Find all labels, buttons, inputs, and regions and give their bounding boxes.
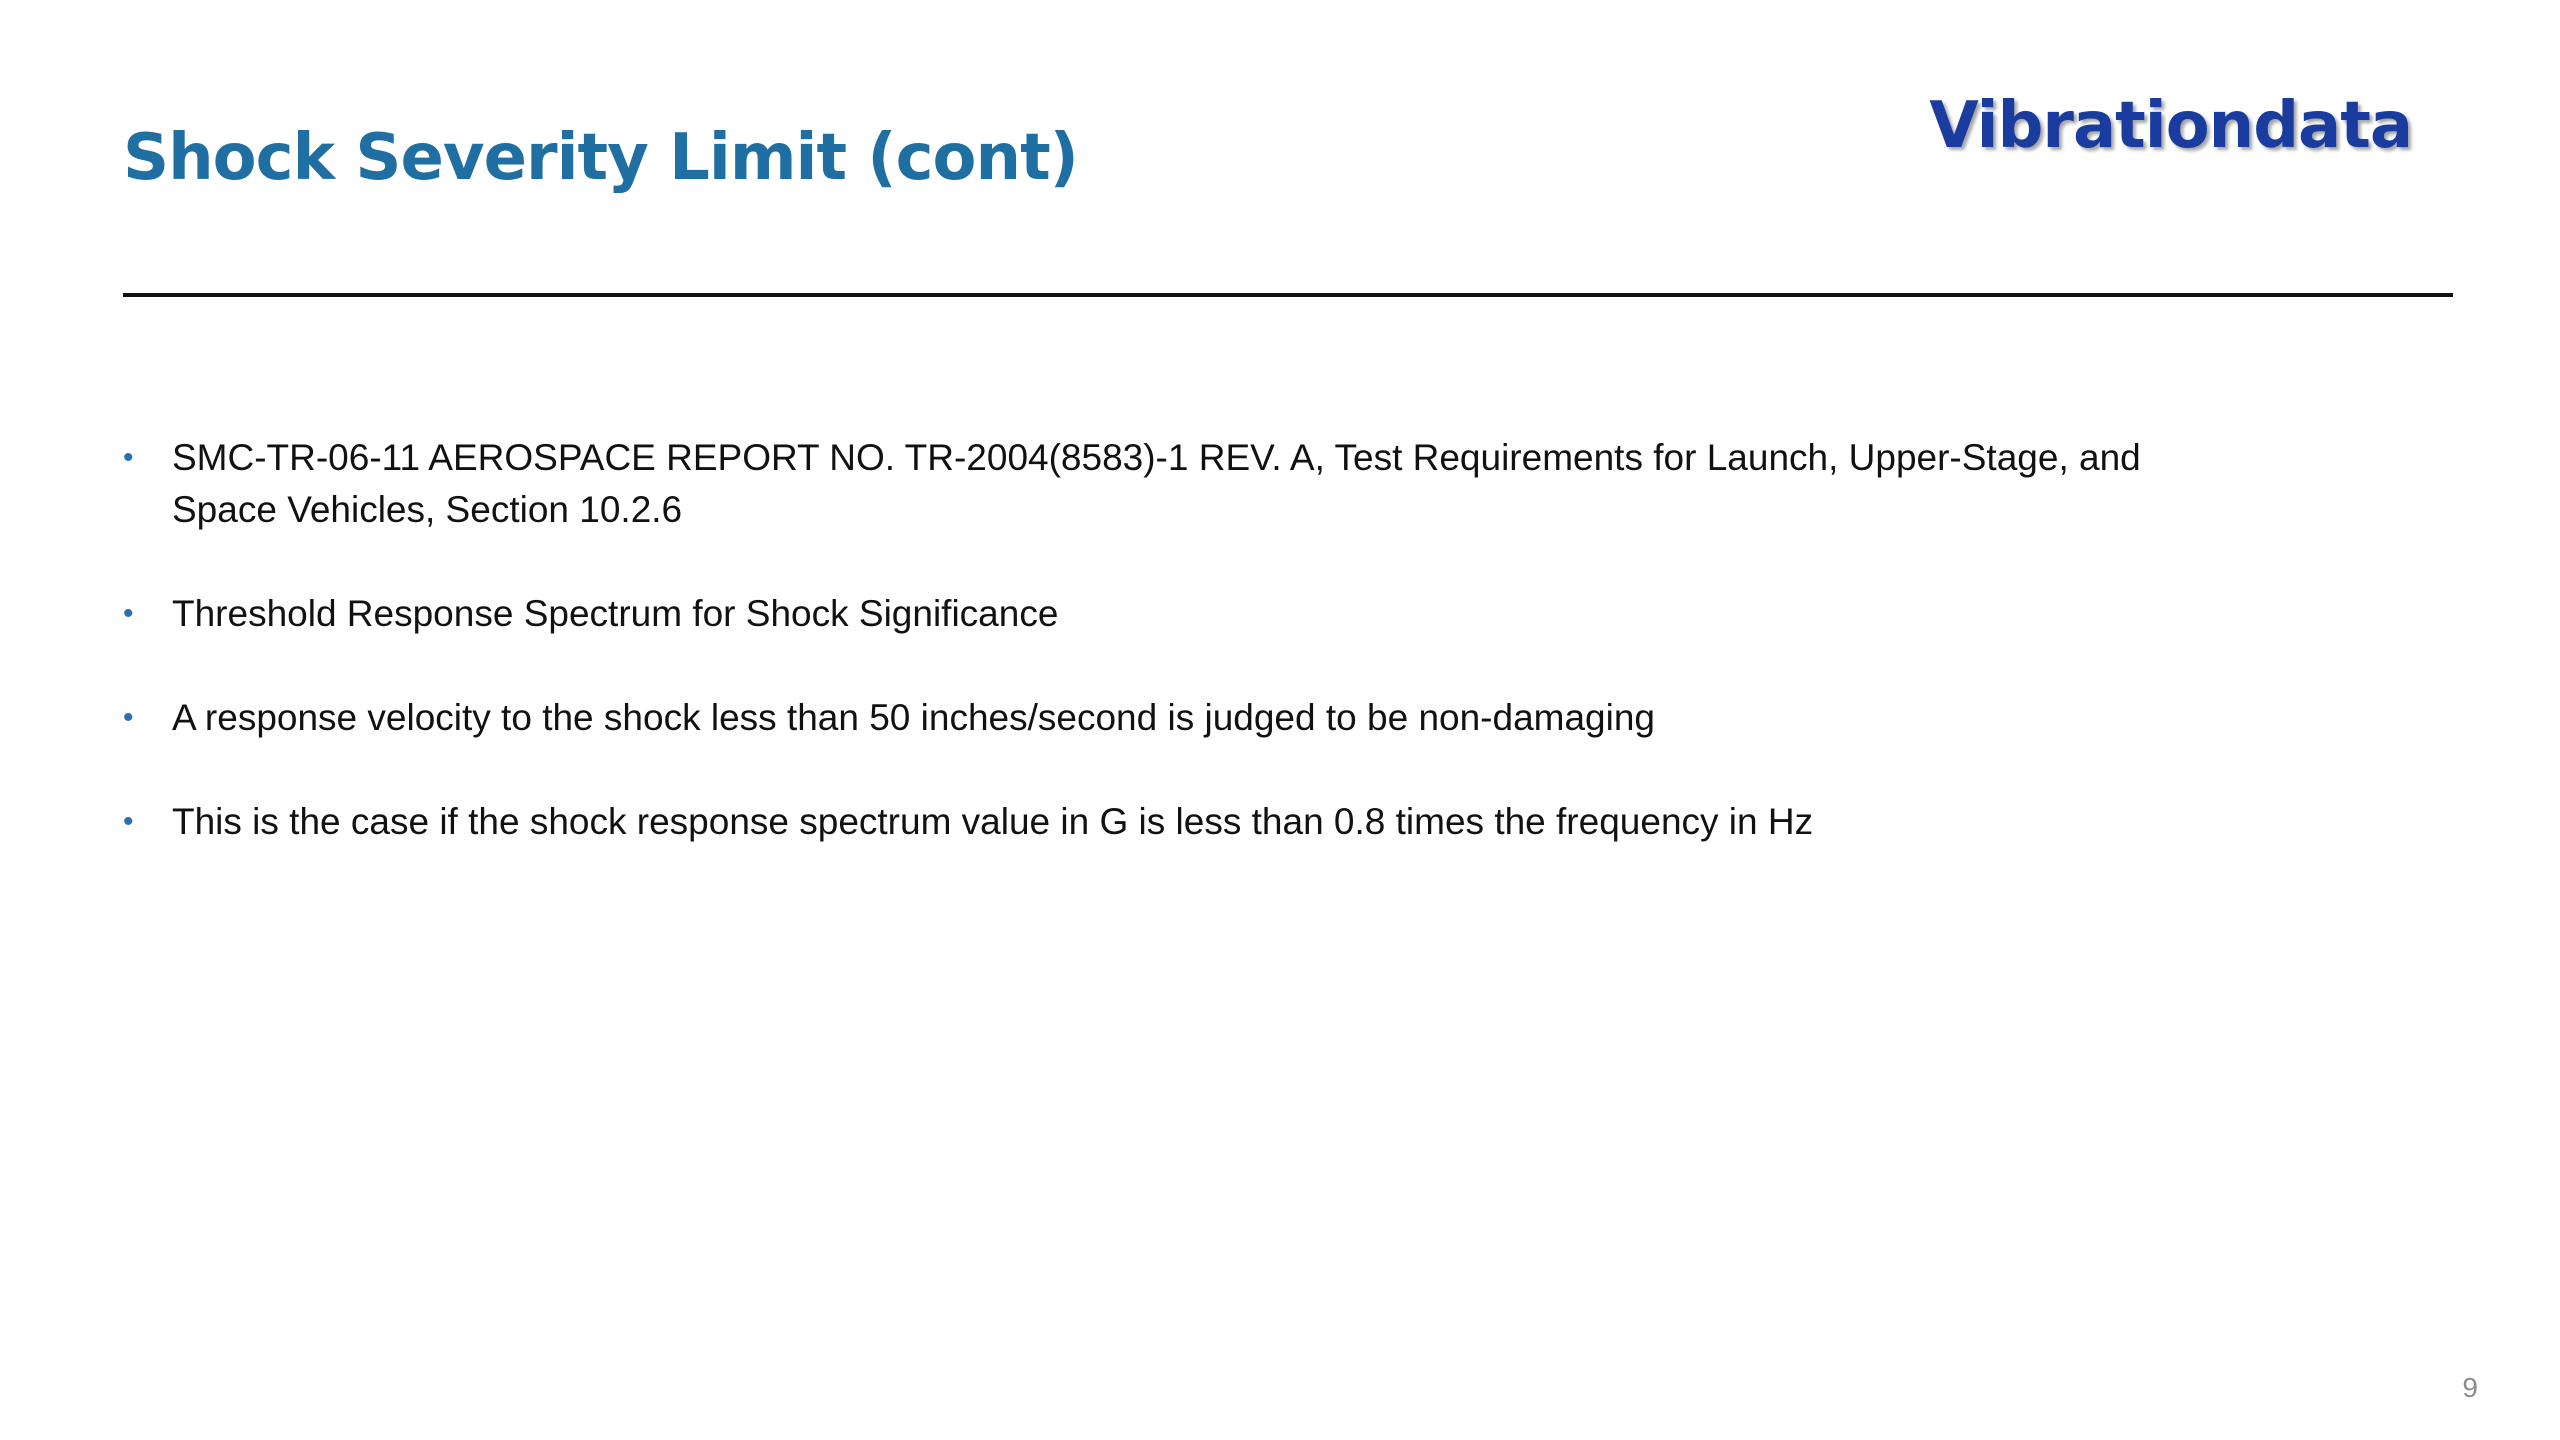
bullet-text: This is the case if the shock response spectrum value in G is less than 0.8 times the frequency in Hz bbox=[172, 801, 1814, 842]
bullet-text: Threshold Response Spectrum for Shock Significance bbox=[172, 593, 1059, 634]
bullet-marker-icon: • bbox=[123, 701, 134, 734]
slide-title: Shock Severity Limit (cont) bbox=[123, 121, 1078, 195]
title-divider bbox=[123, 293, 2453, 297]
bullet-marker-icon: • bbox=[123, 805, 134, 838]
bullet-item bbox=[123, 432, 2223, 536]
bullet-item bbox=[123, 692, 2223, 744]
bullet-marker-icon: • bbox=[123, 441, 134, 474]
page-number: 9 bbox=[2462, 1372, 2478, 1403]
bullet-text: SMC-TR-06-11 AEROSPACE REPORT NO. TR-2004(8583)-1 REV. A, Test Requirements for Launch, Upper-Stage, and Space Vehicles, Section 10.2.6 bbox=[172, 437, 2141, 530]
bullet-text: A response velocity to the shock less than 50 inches/second is judged to be non-damaging bbox=[172, 697, 1655, 738]
bullet-item bbox=[123, 796, 2223, 848]
brand-logo-text: Vibrationdata bbox=[1929, 89, 2412, 163]
bullet-item bbox=[123, 588, 2223, 640]
bullet-marker-icon: • bbox=[123, 597, 134, 630]
bullet-list bbox=[123, 432, 2223, 900]
